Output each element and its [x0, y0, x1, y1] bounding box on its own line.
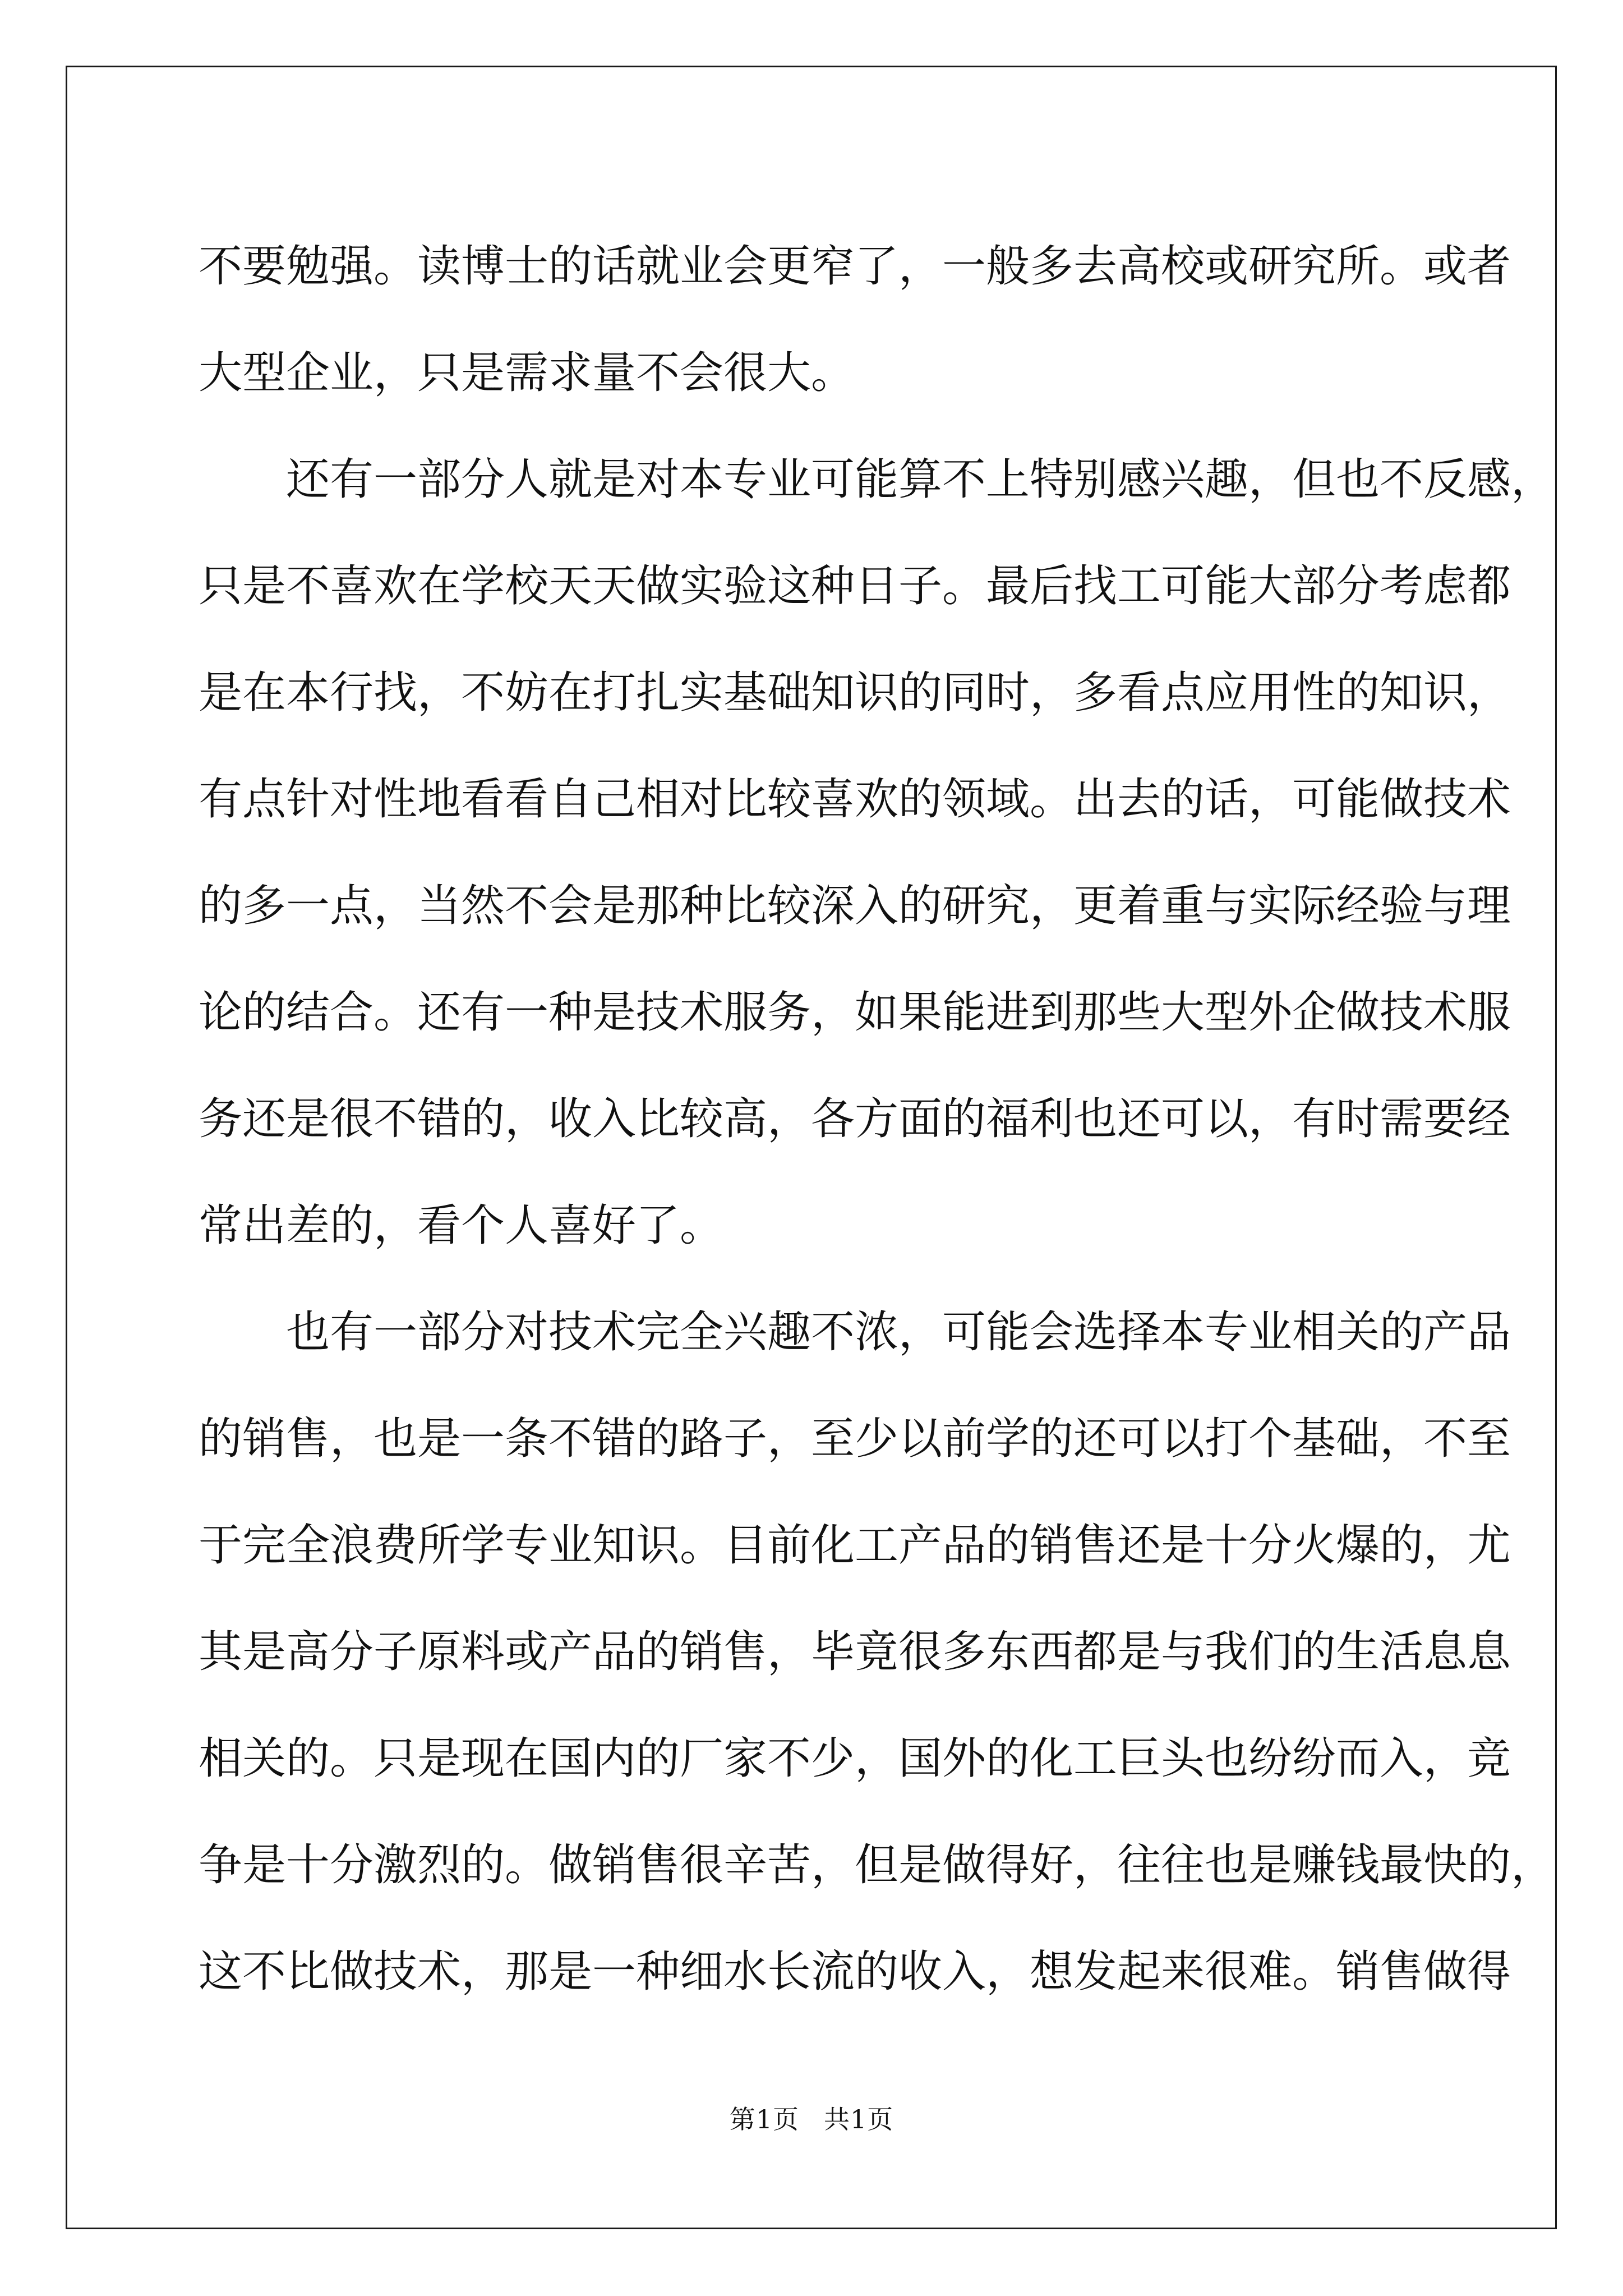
text-line: 不要勉强。读博士的话就业会更窄了，一般多去高校或研究所。或者 — [199, 241, 1511, 292]
paragraph — [199, 213, 1511, 426]
text-line: 还有一部分人就是对本专业可能算不上特别感兴趣，但也不反感， — [286, 454, 1555, 505]
text-line: 的销售，也是一条不错的路子，至少以前学的还可以打个基础，不至 — [199, 1414, 1511, 1464]
text-line: 相关的。只是现在国内的厂家不少，国外的化工巨头也纷纷而入，竞 — [199, 1733, 1511, 1784]
text-line: 务还是很不错的，收入比较高，各方面的福利也还可以，有时需要经 — [199, 1094, 1511, 1144]
text-line: 常出差的，看个人喜好了。 — [199, 1200, 724, 1251]
text-line: 这不比做技术，那是一种细水长流的收入，想发起来很难。销售做得 — [199, 1947, 1511, 1997]
document-body — [199, 213, 1555, 2025]
text-line: 只是不喜欢在学校天天做实验这种日子。最后找工可能大部分考虑都 — [199, 561, 1511, 611]
page-number: 第1页 — [729, 2104, 799, 2134]
paragraph — [199, 426, 1555, 1279]
text-line: 争是十分激烈的。做销售很辛苦，但是做得好，往往也是赚钱最快的， — [199, 1840, 1555, 1890]
text-line: 大型企业，只是需求量不会很大。 — [199, 348, 855, 398]
paragraph — [199, 1279, 1555, 2025]
text-line: 也有一部分对技术完全兴趣不浓，可能会选择本专业相关的产品 — [286, 1307, 1511, 1358]
text-line: 有点针对性地看看自己相对比较喜欢的领域。出去的话，可能做技术 — [199, 774, 1511, 825]
text-line: 其是高分子原料或产品的销售，毕竟很多东西都是与我们的生活息息 — [199, 1627, 1511, 1677]
text-line: 论的结合。还有一种是技术服务，如果能进到那些大型外企做技术服 — [199, 987, 1511, 1038]
text-line: 是在本行找，不妨在打扎实基础知识的同时，多看点应用性的知识， — [199, 668, 1511, 718]
page-total: 共1页 — [824, 2104, 894, 2134]
text-line: 于完全浪费所学专业知识。目前化工产品的销售还是十分火爆的，尤 — [199, 1520, 1511, 1571]
page-footer — [0, 2099, 1623, 2136]
text-line: 的多一点，当然不会是那种比较深入的研究，更着重与实际经验与理 — [199, 881, 1511, 931]
